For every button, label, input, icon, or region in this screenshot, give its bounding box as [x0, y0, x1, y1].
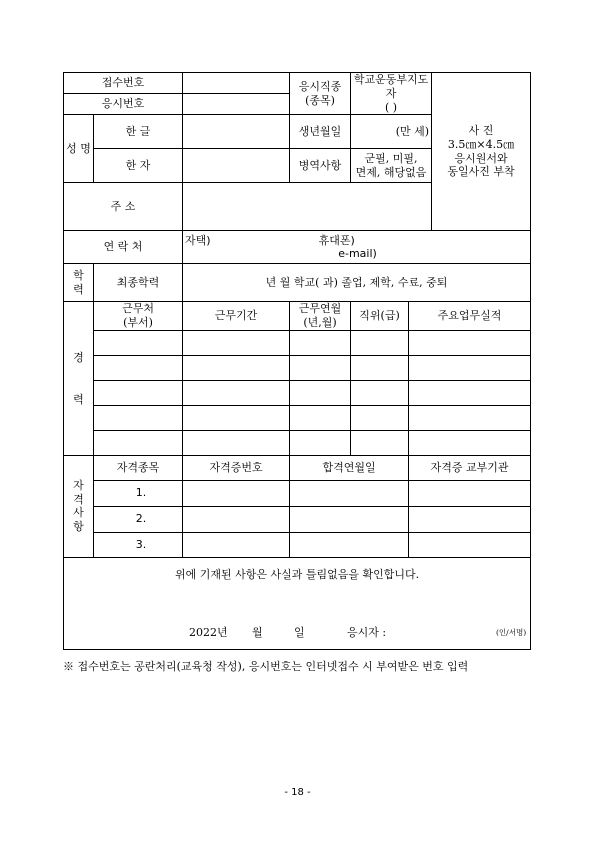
career-row — [64, 405, 531, 430]
sign-month[interactable]: 월 — [252, 625, 263, 639]
position-label-line-2: (종목) — [305, 93, 335, 107]
career-cell[interactable] — [183, 430, 290, 455]
contact-label: 연 락 처 — [64, 231, 183, 264]
cert-label-2: 격 — [73, 492, 84, 506]
education-field[interactable]: 년 월 학교( 과) 졸업, 제학, 수료, 중퇴 — [183, 264, 531, 302]
cert-cell[interactable] — [409, 532, 531, 557]
sign-year: 2022년 — [189, 625, 228, 639]
page-number: - 18 - — [284, 787, 311, 798]
cert-cell[interactable] — [183, 480, 290, 506]
cert-row — [64, 532, 531, 557]
career-cell[interactable] — [409, 330, 531, 355]
career-header-rank: 직위(급) — [351, 302, 409, 331]
career-cell[interactable] — [183, 405, 290, 430]
exam-no-field[interactable] — [183, 94, 290, 115]
hangul-label: 한 글 — [94, 115, 183, 149]
career-cell[interactable] — [351, 330, 409, 355]
address-label: 주 소 — [64, 183, 183, 231]
position-label-line-1: 응시직종 — [298, 79, 342, 93]
career-label-2: 력 — [73, 392, 84, 406]
career-cell[interactable] — [351, 430, 409, 455]
seal-label[interactable]: (인/서명) — [496, 627, 527, 637]
hanja-label: 한 자 — [94, 149, 183, 183]
career-cell[interactable] — [409, 355, 531, 380]
career-header-duties: 주요업무실적 — [409, 302, 531, 331]
career-cell[interactable] — [409, 405, 531, 430]
military-options-2: 면제, 해당없음 — [355, 165, 427, 179]
career-header-years — [290, 302, 351, 331]
photo-line-4: 동일사진 부착 — [447, 165, 515, 179]
contact-field[interactable] — [183, 231, 531, 264]
cert-row — [64, 506, 531, 532]
sign-day[interactable]: 일 — [294, 625, 305, 639]
workplace-header-2: (부서) — [123, 316, 153, 329]
cert-cell[interactable] — [409, 506, 531, 532]
cert-cell[interactable] — [183, 506, 290, 532]
cert-row-number[interactable]: 2. — [94, 506, 183, 532]
photo-line-2: 3.5㎝×4.5㎝ — [447, 137, 515, 151]
career-cell[interactable] — [94, 405, 183, 430]
photo-line-3: 응시원서와 — [454, 151, 508, 165]
career-cell[interactable] — [94, 355, 183, 380]
certification-label — [64, 455, 94, 557]
name-label: 성 명 — [64, 115, 94, 183]
hanja-name-field[interactable] — [183, 149, 290, 183]
position-field[interactable] — [351, 73, 432, 115]
career-cell[interactable] — [94, 430, 183, 455]
receipt-no-label: 접수번호 — [64, 73, 183, 94]
cert-label-1: 자 — [73, 478, 84, 492]
years-header-2: (년,월) — [303, 316, 337, 329]
home-phone-label: 자택) — [185, 233, 211, 247]
birth-field[interactable] — [351, 115, 432, 149]
career-header-period: 근무기간 — [183, 302, 290, 331]
cert-cell[interactable] — [183, 532, 290, 557]
address-field[interactable] — [183, 183, 432, 231]
education-label — [64, 264, 94, 302]
hangul-name-field[interactable] — [183, 115, 290, 149]
career-cell[interactable] — [290, 380, 351, 405]
career-cell[interactable] — [183, 380, 290, 405]
career-row — [64, 330, 531, 355]
cert-label-4: 항 — [73, 520, 84, 533]
position-value-line-1: 학교운동부지도자 — [353, 73, 429, 100]
military-label: 병역사항 — [290, 149, 351, 183]
career-cell[interactable] — [351, 380, 409, 405]
education-label-1: 학 — [73, 269, 84, 282]
email-label: e-mail) — [338, 247, 377, 261]
final-education-label: 최종학력 — [94, 264, 183, 302]
career-header-workplace — [94, 302, 183, 331]
career-cell[interactable] — [94, 330, 183, 355]
age-label: (만 세) — [395, 124, 430, 138]
cert-cell[interactable] — [290, 506, 409, 532]
cert-header-number: 자격증번호 — [183, 455, 290, 480]
cert-row-number[interactable]: 1. — [94, 480, 183, 506]
declaration-block — [64, 557, 531, 649]
declaration-text: 위에 기재된 사항은 사실과 틀림없음을 확인합니다. — [174, 567, 420, 581]
cert-header-pass-date: 합격연월일 — [290, 455, 409, 480]
cert-cell[interactable] — [290, 480, 409, 506]
workplace-header-1: 근무처 — [122, 302, 154, 316]
career-cell[interactable] — [94, 380, 183, 405]
cert-cell[interactable] — [409, 480, 531, 506]
photo-line-1: 사 진 — [468, 124, 494, 138]
career-cell[interactable] — [183, 330, 290, 355]
career-cell[interactable] — [351, 355, 409, 380]
career-cell[interactable] — [409, 430, 531, 455]
position-label — [290, 73, 351, 115]
career-cell[interactable] — [290, 330, 351, 355]
cert-header-type: 자격종목 — [94, 455, 183, 480]
military-field[interactable] — [351, 149, 432, 183]
cert-row — [64, 480, 531, 506]
career-cell[interactable] — [290, 405, 351, 430]
photo-box[interactable] — [432, 73, 531, 231]
cert-label-3: 사 — [73, 506, 84, 520]
career-row — [64, 380, 531, 405]
receipt-no-field[interactable] — [183, 73, 290, 94]
birth-label: 생년월일 — [290, 115, 351, 149]
footnote: ※ 접수번호는 공란처리(교육청 작성), 응시번호는 인터넷접수 시 부여받은 번호 입력 — [63, 660, 469, 673]
career-label-1: 경 — [73, 350, 84, 364]
career-cell[interactable] — [409, 380, 531, 405]
career-cell[interactable] — [183, 355, 290, 380]
military-options-1: 군필, 미필, — [364, 152, 418, 165]
exam-no-label: 응시번호 — [64, 94, 183, 115]
application-form-table — [63, 72, 531, 650]
cert-row-number[interactable]: 3. — [94, 532, 183, 557]
mobile-label: 휴대폰) — [318, 233, 355, 247]
career-cell[interactable] — [290, 355, 351, 380]
applicant-label: 응시자 : — [347, 625, 387, 639]
education-label-2: 력 — [73, 282, 84, 296]
career-cell[interactable] — [351, 405, 409, 430]
career-row — [64, 430, 531, 455]
years-header-1: 근무연월 — [298, 302, 342, 316]
career-label — [64, 302, 94, 456]
cert-cell[interactable] — [290, 532, 409, 557]
position-value-line-2: ( ) — [384, 100, 398, 114]
career-row — [64, 355, 531, 380]
career-cell[interactable] — [290, 430, 351, 455]
cert-header-issuer: 자격증 교부기관 — [409, 455, 531, 480]
